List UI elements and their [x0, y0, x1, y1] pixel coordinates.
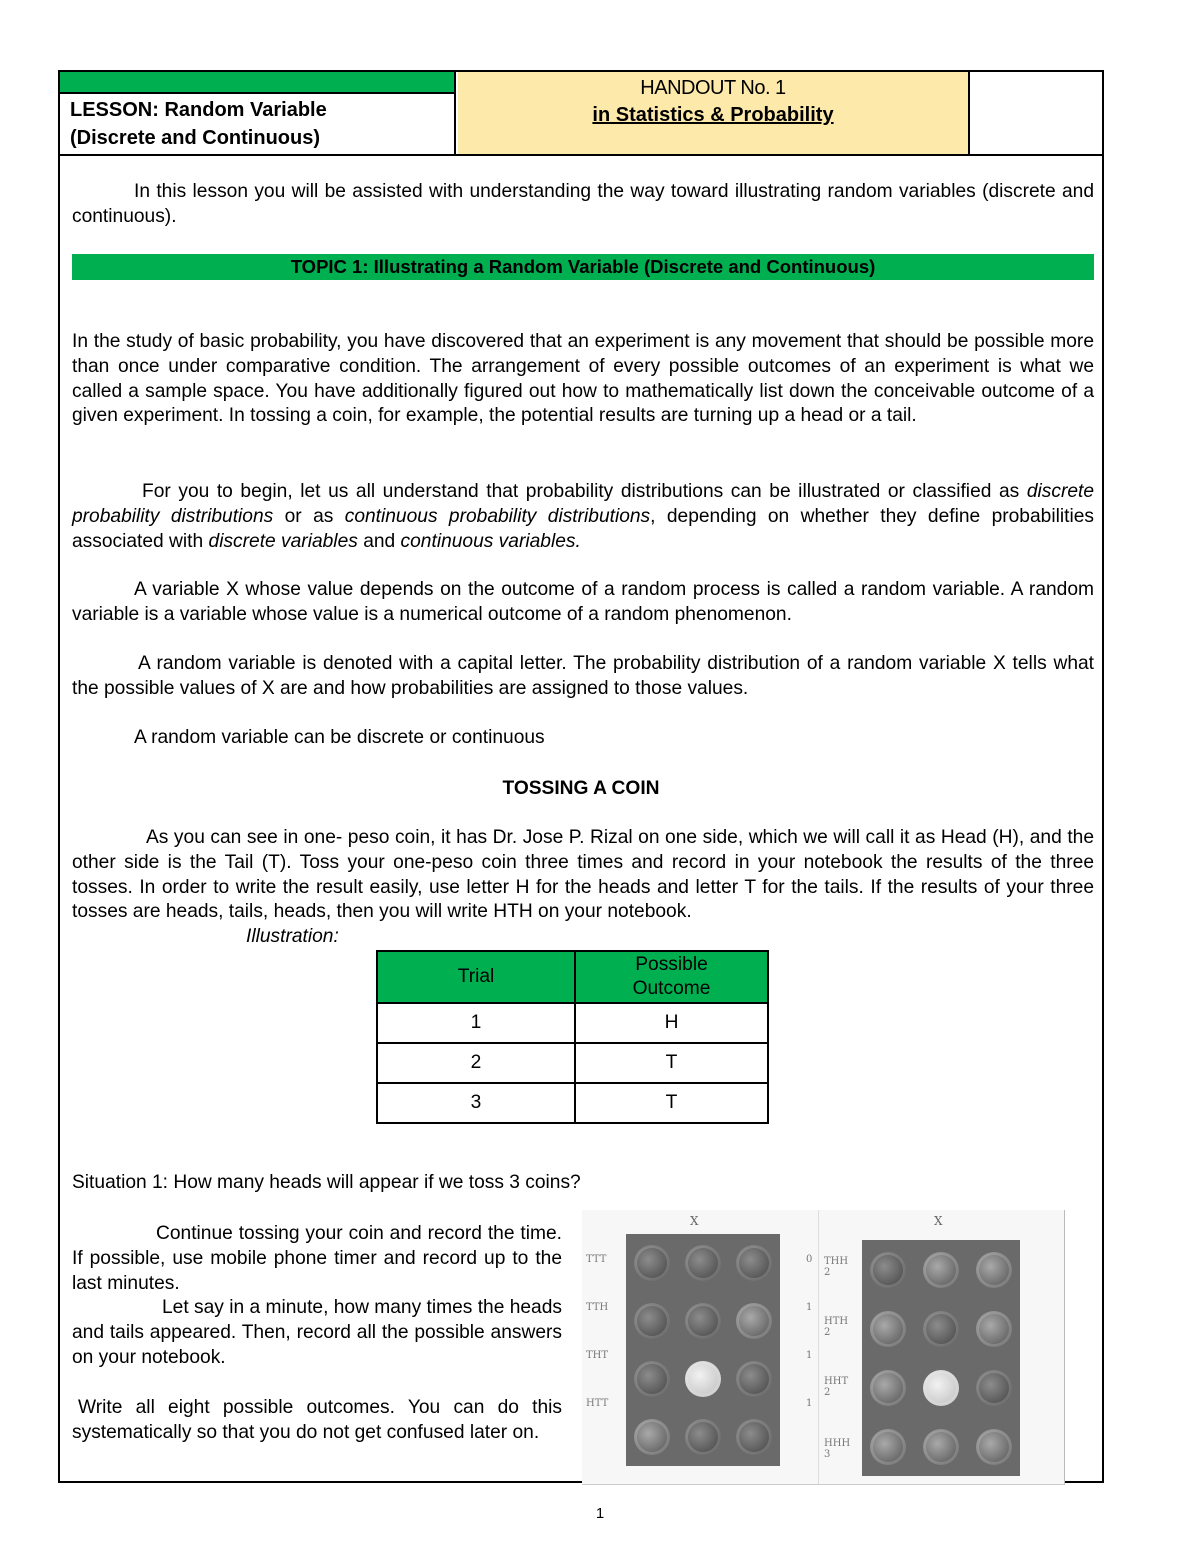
outcome-cell: H	[575, 1003, 768, 1043]
paragraph-capital-letter: A random variable is denoted with a capital letter. The probability distribution of a random variable X tells what the possible values of X are and how probabilities are assigned to those values.	[72, 653, 1094, 699]
p2-discrete-variables: discrete variables	[208, 530, 358, 552]
row-label-hhh	[824, 1438, 850, 1460]
header-possible-outcome	[575, 951, 768, 1003]
p2-text-e: , depending on whether they define probabilities associated with	[72, 505, 1094, 552]
instruction-timer: Continue tossing your coin and record the time. If possible, use mobile phone timer and record up to the last minutes.	[72, 1223, 562, 1294]
value-ttt: 0	[806, 1254, 813, 1265]
lesson-title-line1: LESSON: Random Variable	[70, 99, 327, 121]
lesson-cell	[60, 72, 456, 154]
row-label-hth	[824, 1316, 848, 1338]
row-label-hht	[824, 1376, 848, 1398]
handout-header	[60, 72, 1102, 156]
tail-coin-icon	[736, 1419, 772, 1455]
handout-frame	[58, 70, 1104, 1483]
header-trial: Trial	[377, 951, 575, 1003]
tail-coin-icon	[634, 1361, 670, 1397]
head-coin-icon	[736, 1303, 772, 1339]
coin-panel-left	[626, 1234, 780, 1466]
head-coin-icon	[976, 1311, 1012, 1347]
table-header-row	[377, 951, 768, 1003]
head-coin-icon	[685, 1361, 721, 1397]
value-hth: 2	[824, 1327, 831, 1338]
tail-coin-icon	[685, 1303, 721, 1339]
photo-divider	[818, 1210, 819, 1484]
lesson-green-bar	[60, 72, 454, 94]
tail-coin-icon	[736, 1245, 772, 1281]
paragraph-discrete-or-continuous: A random variable can be discrete or continuous	[134, 727, 545, 748]
table-row	[377, 1083, 768, 1123]
topic-title: TOPIC 1: Illustrating a Random Variable (Discrete and Continuous)	[72, 254, 1094, 280]
head-coin-icon	[870, 1429, 906, 1465]
value-thh: 2	[824, 1267, 831, 1278]
instruction-record: Let say in a minute, how many times the heads and tails appeared. Then, record all the possible answers on your notebook.	[72, 1297, 562, 1368]
blank-cell	[972, 72, 1102, 154]
page-number: 1	[595, 1505, 605, 1522]
p2-text-c: or as	[284, 505, 334, 527]
row-label-htt: HTT	[586, 1398, 609, 1409]
tail-coin-icon	[736, 1361, 772, 1397]
outcome-cell: T	[575, 1083, 768, 1123]
code-hht: HHT	[824, 1376, 849, 1387]
header-outcome-line1: Possible	[635, 954, 708, 975]
tossing-coin-heading: TOSSING A COIN	[502, 778, 660, 799]
handout-title: HANDOUT No. 1	[640, 77, 786, 99]
p2-discrete-distributions: discrete probability distributions	[72, 481, 1095, 527]
x-label-left: X	[690, 1214, 699, 1228]
coin-outcomes-photo	[582, 1210, 1065, 1485]
head-coin-icon	[634, 1419, 670, 1455]
value-htt: 1	[806, 1398, 813, 1409]
p2-continuous-distributions: continuous probability distributions	[344, 505, 651, 527]
p2-continuous-variables: continuous variables.	[400, 530, 581, 552]
value-hht: 2	[824, 1387, 831, 1398]
trial-cell: 3	[377, 1083, 575, 1123]
paragraph-one-peso-coin: As you can see in one- peso coin, it has Dr. Jose P. Rizal on one side, which we will call it as Head (H), and the other side is the Tail (T). Toss your one-peso coin three times and record in your notebook the results of the three tosses. In order to write the result easily, use letter H for the heads and letter T for the tails. If the results of your three tosses are heads, tails, heads, then you will write HTH on your notebook.	[72, 827, 1094, 923]
tail-coin-icon	[685, 1245, 721, 1281]
head-coin-icon	[923, 1370, 959, 1406]
x-label-right: X	[934, 1214, 943, 1228]
head-coin-icon	[976, 1252, 1012, 1288]
illustration-label: Illustration:	[246, 926, 339, 947]
row-label-tht: THT	[586, 1350, 609, 1361]
tail-coin-icon	[976, 1370, 1012, 1406]
p2-text-g: and	[363, 530, 396, 552]
instruction-eight-outcomes: Write all eight possible outcomes. You can do this systematically so that you do not get confused later on.	[72, 1396, 562, 1443]
code-thh: THH	[824, 1256, 849, 1267]
value-tht: 1	[806, 1350, 813, 1361]
head-coin-icon	[870, 1311, 906, 1347]
lesson-title	[70, 96, 327, 152]
paragraph-sample-space: In the study of basic probability, you have discovered that an experiment is any movement that should be possible more than once under comparative condition. The arrangement of every possible outcomes of an experiment is what we called a sample space. You have additionally figured out how to mathematically list down the conceivable outcome of a given experiment. In tossing a coin, for example, the potential results are turning up a head or a tail.	[72, 331, 1094, 427]
tail-coin-icon	[634, 1303, 670, 1339]
trial-cell: 2	[377, 1043, 575, 1083]
head-coin-icon	[976, 1429, 1012, 1465]
code-hth: HTH	[824, 1316, 849, 1327]
header-outcome-line2: Outcome	[632, 978, 711, 999]
code-hhh: HHH	[824, 1438, 851, 1449]
situation-question: Situation 1: How many heads will appear if we toss 3 coins?	[72, 1172, 581, 1193]
tail-coin-icon	[870, 1252, 906, 1288]
head-coin-icon	[923, 1429, 959, 1465]
coin-panel-right	[862, 1240, 1020, 1476]
table-row	[377, 1003, 768, 1043]
lesson-title-line2: (Discrete and Continuous)	[70, 127, 321, 149]
trial-cell: 1	[377, 1003, 575, 1043]
p2-text-a: For you to begin, let us all understand that probability distributions can be illustrated or classified as	[142, 481, 1020, 502]
paragraph-distributions	[72, 480, 1094, 554]
row-label-ttt: TTT	[586, 1254, 607, 1265]
head-coin-icon	[870, 1370, 906, 1406]
paragraph-random-variable: A variable X whose value depends on the outcome of a random process is called a random variable. A random variable is a variable whose value is a numerical outcome of a random phenomenon.	[72, 579, 1094, 625]
handout-cell	[458, 72, 970, 154]
row-label-tth: TTH	[586, 1302, 609, 1313]
head-coin-icon	[923, 1252, 959, 1288]
instructions-column	[72, 1222, 562, 1445]
tail-coin-icon	[685, 1419, 721, 1455]
handout-subtitle: in Statistics & Probability	[592, 104, 834, 126]
outcome-cell: T	[575, 1043, 768, 1083]
tail-coin-icon	[634, 1245, 670, 1281]
value-hhh: 3	[824, 1449, 831, 1460]
value-tth: 1	[806, 1302, 813, 1313]
outcome-table	[376, 950, 769, 1124]
tail-coin-icon	[923, 1311, 959, 1347]
intro-paragraph: In this lesson you will be assisted with understanding the way toward illustrating random variables (discrete and continuous).	[72, 181, 1094, 227]
table-row	[377, 1043, 768, 1083]
row-label-thh	[824, 1256, 848, 1278]
